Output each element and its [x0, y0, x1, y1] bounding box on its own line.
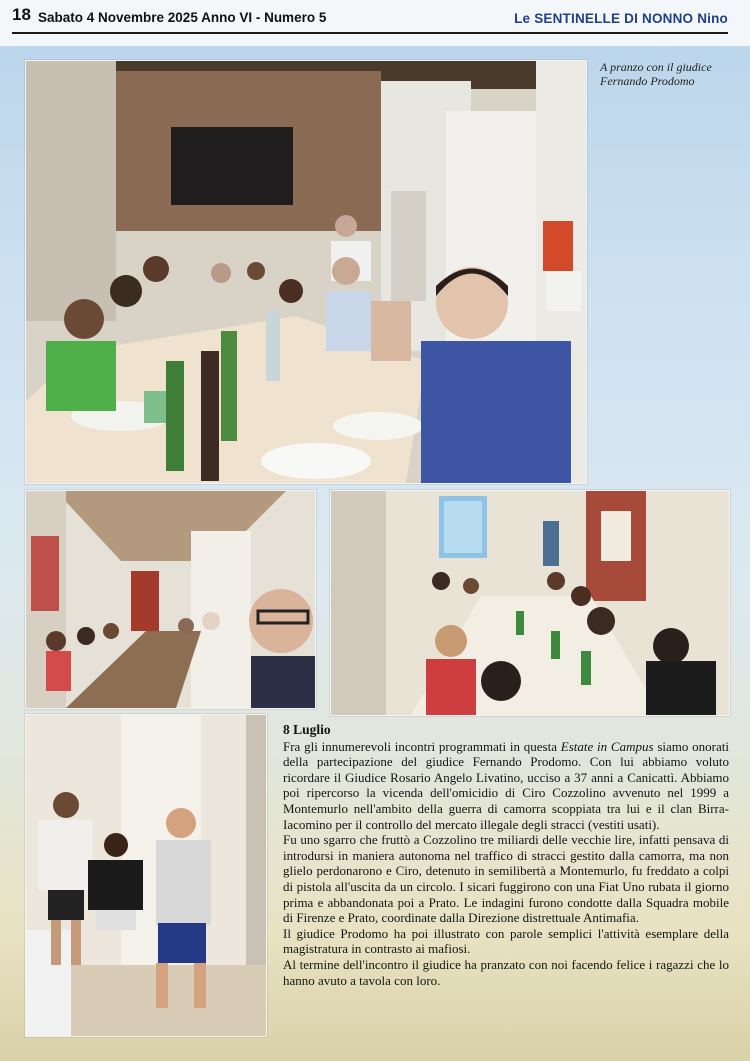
article-p1-intro: Fra gli innumerevoli incontri programmati in questa: [283, 738, 561, 754]
article-paragraph-3: Il giudice Prodomo ha poi illustrato con parole semplici l'attività esemplare della magistratura in contrasto ai mafiosi.: [283, 925, 729, 957]
children-posing-photo: [25, 714, 267, 1037]
lunch-photo-illustration: [26, 61, 586, 483]
article-paragraph-1: [283, 739, 729, 833]
lunch-with-judge-photo: [25, 60, 587, 484]
masthead-title: Le SENTINELLE DI NONNO Nino: [514, 11, 728, 26]
caption-line-1: A pranzo con il giudice: [600, 60, 712, 74]
article-p1-rest: siamo onorati della partecipazione del giudice Fernando Prodomo. Con lui abbiamo voluto ricordare il Giudice Rosario Angelo Livatino, ucciso a 37 anni a Canicattì. Abbiamo poi ripercorso la vicenda dell'omicidio di Ciro Cozzolino avvenuto nel 1999 a Montemurlo nell'ambito della guerra di camorra scoppiata tra lui e il clan Birra- Iacomino per il controllo del mercato illegale degli stracci (vestiti usati).: [283, 738, 729, 832]
article-title: 8 Luglio: [283, 722, 331, 737]
issue-line: Sabato 4 Novembre 2025 Anno VI - Numero 5: [38, 10, 327, 25]
hall-photo-illustration: [26, 491, 315, 708]
table-photo-illustration: [331, 491, 729, 715]
article-p1-emphasis: Estate in Campus: [560, 738, 654, 754]
caption-line-2: Fernando Prodomo: [600, 74, 695, 88]
article-paragraph-2: Fu uno sgarro che fruttò a Cozzolino tre miliardi delle vecchie lire, infatti pensava di introdursi in maniera autonoma nel traffico di stracci gestito dalla camorra, ma non glielo perdonarono e Ciro, detenuto in semilibertà a Montemurlo, fu freddato a colpi di pistola all'uscita da un circolo. I sicari fuggirono con una Fiat Uno rubata il giorno prima e abbandonata poi a Prato. Le indagini furono condotte dalla Squadra mobile di Firenze e Prato, coordinate dalla Direzione distrettuale Antimafia.: [283, 832, 729, 926]
article-paragraph-4: Al termine dell'incontro il giudice ha pranzato con noi facendo felice i ragazzi che lo hanno avuto a tavola con loro.: [283, 956, 729, 988]
photo-caption: [600, 60, 735, 88]
page-number: 18: [12, 5, 31, 24]
kids-photo-illustration: [26, 715, 266, 1036]
page-header: [0, 0, 750, 46]
dining-hall-photo: [25, 490, 316, 709]
header-rule: [12, 32, 728, 34]
long-table-photo: [330, 490, 730, 716]
article-8-luglio: [283, 722, 729, 988]
